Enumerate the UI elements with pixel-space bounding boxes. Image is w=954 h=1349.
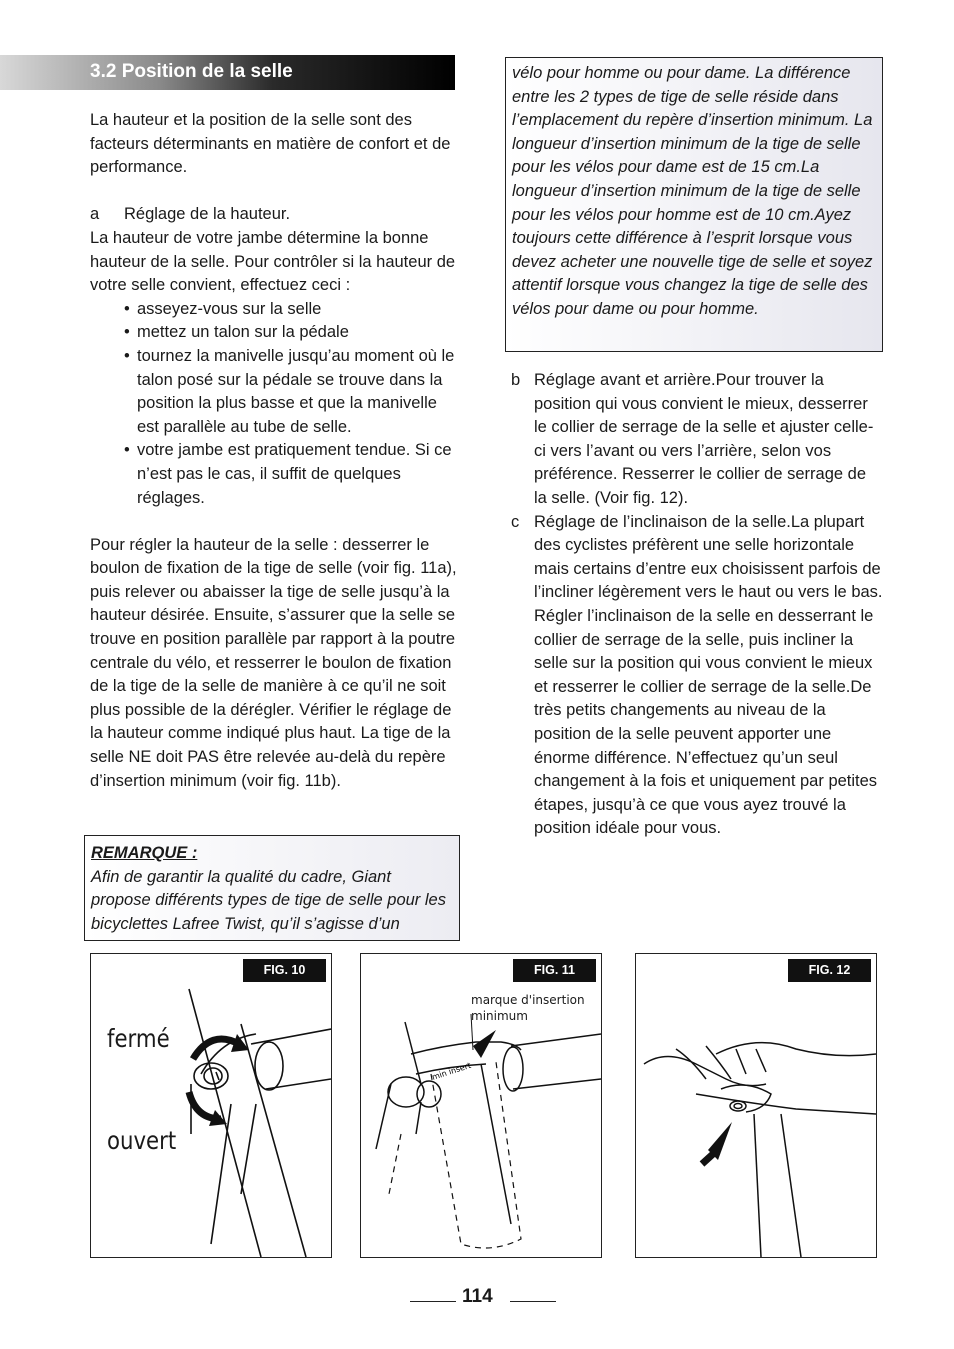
bullet-item bbox=[90, 439, 460, 510]
ouvert-label: ouvert bbox=[107, 1126, 177, 1155]
step-c bbox=[511, 511, 883, 841]
step-a-title: Réglage de la hauteur. bbox=[124, 205, 291, 224]
left-column bbox=[90, 109, 460, 793]
adjust-paragraph: Pour régler la hauteur de la selle : desserrer le boulon de fixation de la tige de selle (voir fig. 11a), puis relever ou abaisser la tige de selle jusqu’à la hauteur désirée. Ensuite, s’assurer que la selle se trouve en position parallèle par rapport à la poutre centrale du vélo, et resserrer le boulon de fixation de la tige de la selle de manière à ce qu’il ne soit plus possible de la dérégler. Vérifier le réglage de la hauteur comme indiqué plus haut. La tige de la selle NE doit PAS être relevée au-delà du repère d’insertion minimum (voir fig. 11b). bbox=[90, 535, 457, 790]
page-number-rule-left bbox=[410, 1301, 456, 1302]
fig-11-label: FIG. 11 bbox=[513, 959, 596, 982]
step-a-heading bbox=[90, 203, 460, 227]
insertion-mark-caption: marque d'insertion minimum bbox=[471, 993, 585, 1023]
page-number-area bbox=[0, 1286, 954, 1314]
remark-continued-box bbox=[505, 57, 883, 352]
right-column bbox=[511, 369, 883, 841]
section-title: 3.2 Position de la selle bbox=[90, 61, 293, 82]
step-c-label: c bbox=[511, 512, 520, 531]
bullet-item bbox=[90, 298, 460, 322]
fig-12-label: FIG. 12 bbox=[788, 959, 871, 982]
saddle-clamp-illustration bbox=[636, 954, 876, 1257]
min-insert-mark: min insert bbox=[430, 1060, 473, 1082]
ferme-label: fermé bbox=[107, 1024, 170, 1053]
bullet-text: • votre jambe est pratiquement tendue. Si ce n’est pas le cas, il suffit de quelques réglages. bbox=[137, 441, 452, 507]
bullet-text: • mettez un talon sur la pédale bbox=[137, 323, 349, 342]
bullet-text: • asseyez-vous sur la selle bbox=[137, 299, 322, 318]
step-b bbox=[511, 369, 883, 511]
figure-10 bbox=[90, 953, 332, 1258]
remark-text: Afin de garantir la qualité du cadre, Giant propose différents types de tige de selle pour les bicyclettes Lafree Twist, qu’il s’agisse d’un bbox=[91, 867, 446, 933]
step-b-label: b bbox=[511, 371, 521, 389]
step-c-text: Réglage de l’inclinaison de la selle.La plupart des cyclistes préfèrent une selle horizontale mais certains d’entre eux choisissent parfois de l’incliner légèrement vers le haut ou vers le bas. Régler l’inclinaison de la selle en desserrant le collier de serrage de la selle, puis incliner la selle sur la position qui vous convient le mieux et resserrer le collier de serrage de la selle.De très petits changements au niveau de la position de la selle peuvent apporter une énorme différence. N’effectuez qu’un seul changement à la fois et uniquement par petites étapes, jusqu’à ce que vous ayez trouvé la position idéale pour vous. bbox=[534, 512, 883, 838]
bullet-text: • tournez la manivelle jusqu’au moment où le talon posé sur la pédale se trouve dans la position la plus basse et que la manivelle est parallèle au tube de selle. bbox=[137, 346, 455, 436]
remark-title: REMARQUE : bbox=[91, 844, 198, 862]
bullet-item bbox=[90, 321, 460, 345]
bullet-item bbox=[90, 345, 460, 439]
step-b-text: Réglage avant et arrière.Pour trouver la position qui vous convient le mieux, desserrer le collier de serrage de la selle et ajuster celle-ci vers l’avant ou vers l’arrière, selon vos préférence. Resserrer le collier de serrage de la selle. (Voir fig. 12). bbox=[534, 371, 874, 507]
fig-10-label: FIG. 10 bbox=[243, 959, 326, 982]
seat-clamp-quick-release-illustration bbox=[91, 954, 331, 1257]
page-number: 114 bbox=[462, 1286, 493, 1307]
step-a-text: La hauteur de votre jambe détermine la bonne hauteur de la selle. Pour contrôler si la hauteur de votre selle convient, effectuez ceci : bbox=[90, 228, 456, 295]
figure-11 bbox=[360, 953, 602, 1258]
section-heading bbox=[0, 55, 455, 90]
remark-continued-text: vélo pour homme ou pour dame. La différence entre les 2 types de tige de selle réside dans l’emplacement du repère d’insertion minimum. La longueur d’insertion minimum de la tige de selle pour les vélos pour dame est de 15 cm.La longueur d’insertion minimum de la tige de selle pour les vélos pour homme est de 10 cm.Ayez toujours cette différence à l’esprit lorsque vous devez acheter une nouvelle tige de selle et soyez attentif lorsque vous changez la tige de selle des vélos pour dame ou pour homme. bbox=[512, 64, 873, 318]
intro-paragraph: La hauteur et la position de la selle sont des facteurs déterminants en matière de confort et de performance. bbox=[90, 111, 451, 177]
figure-12 bbox=[635, 953, 877, 1258]
remark-box bbox=[84, 835, 460, 941]
step-a-label: a bbox=[90, 205, 100, 224]
page-number-rule-right bbox=[510, 1301, 556, 1302]
